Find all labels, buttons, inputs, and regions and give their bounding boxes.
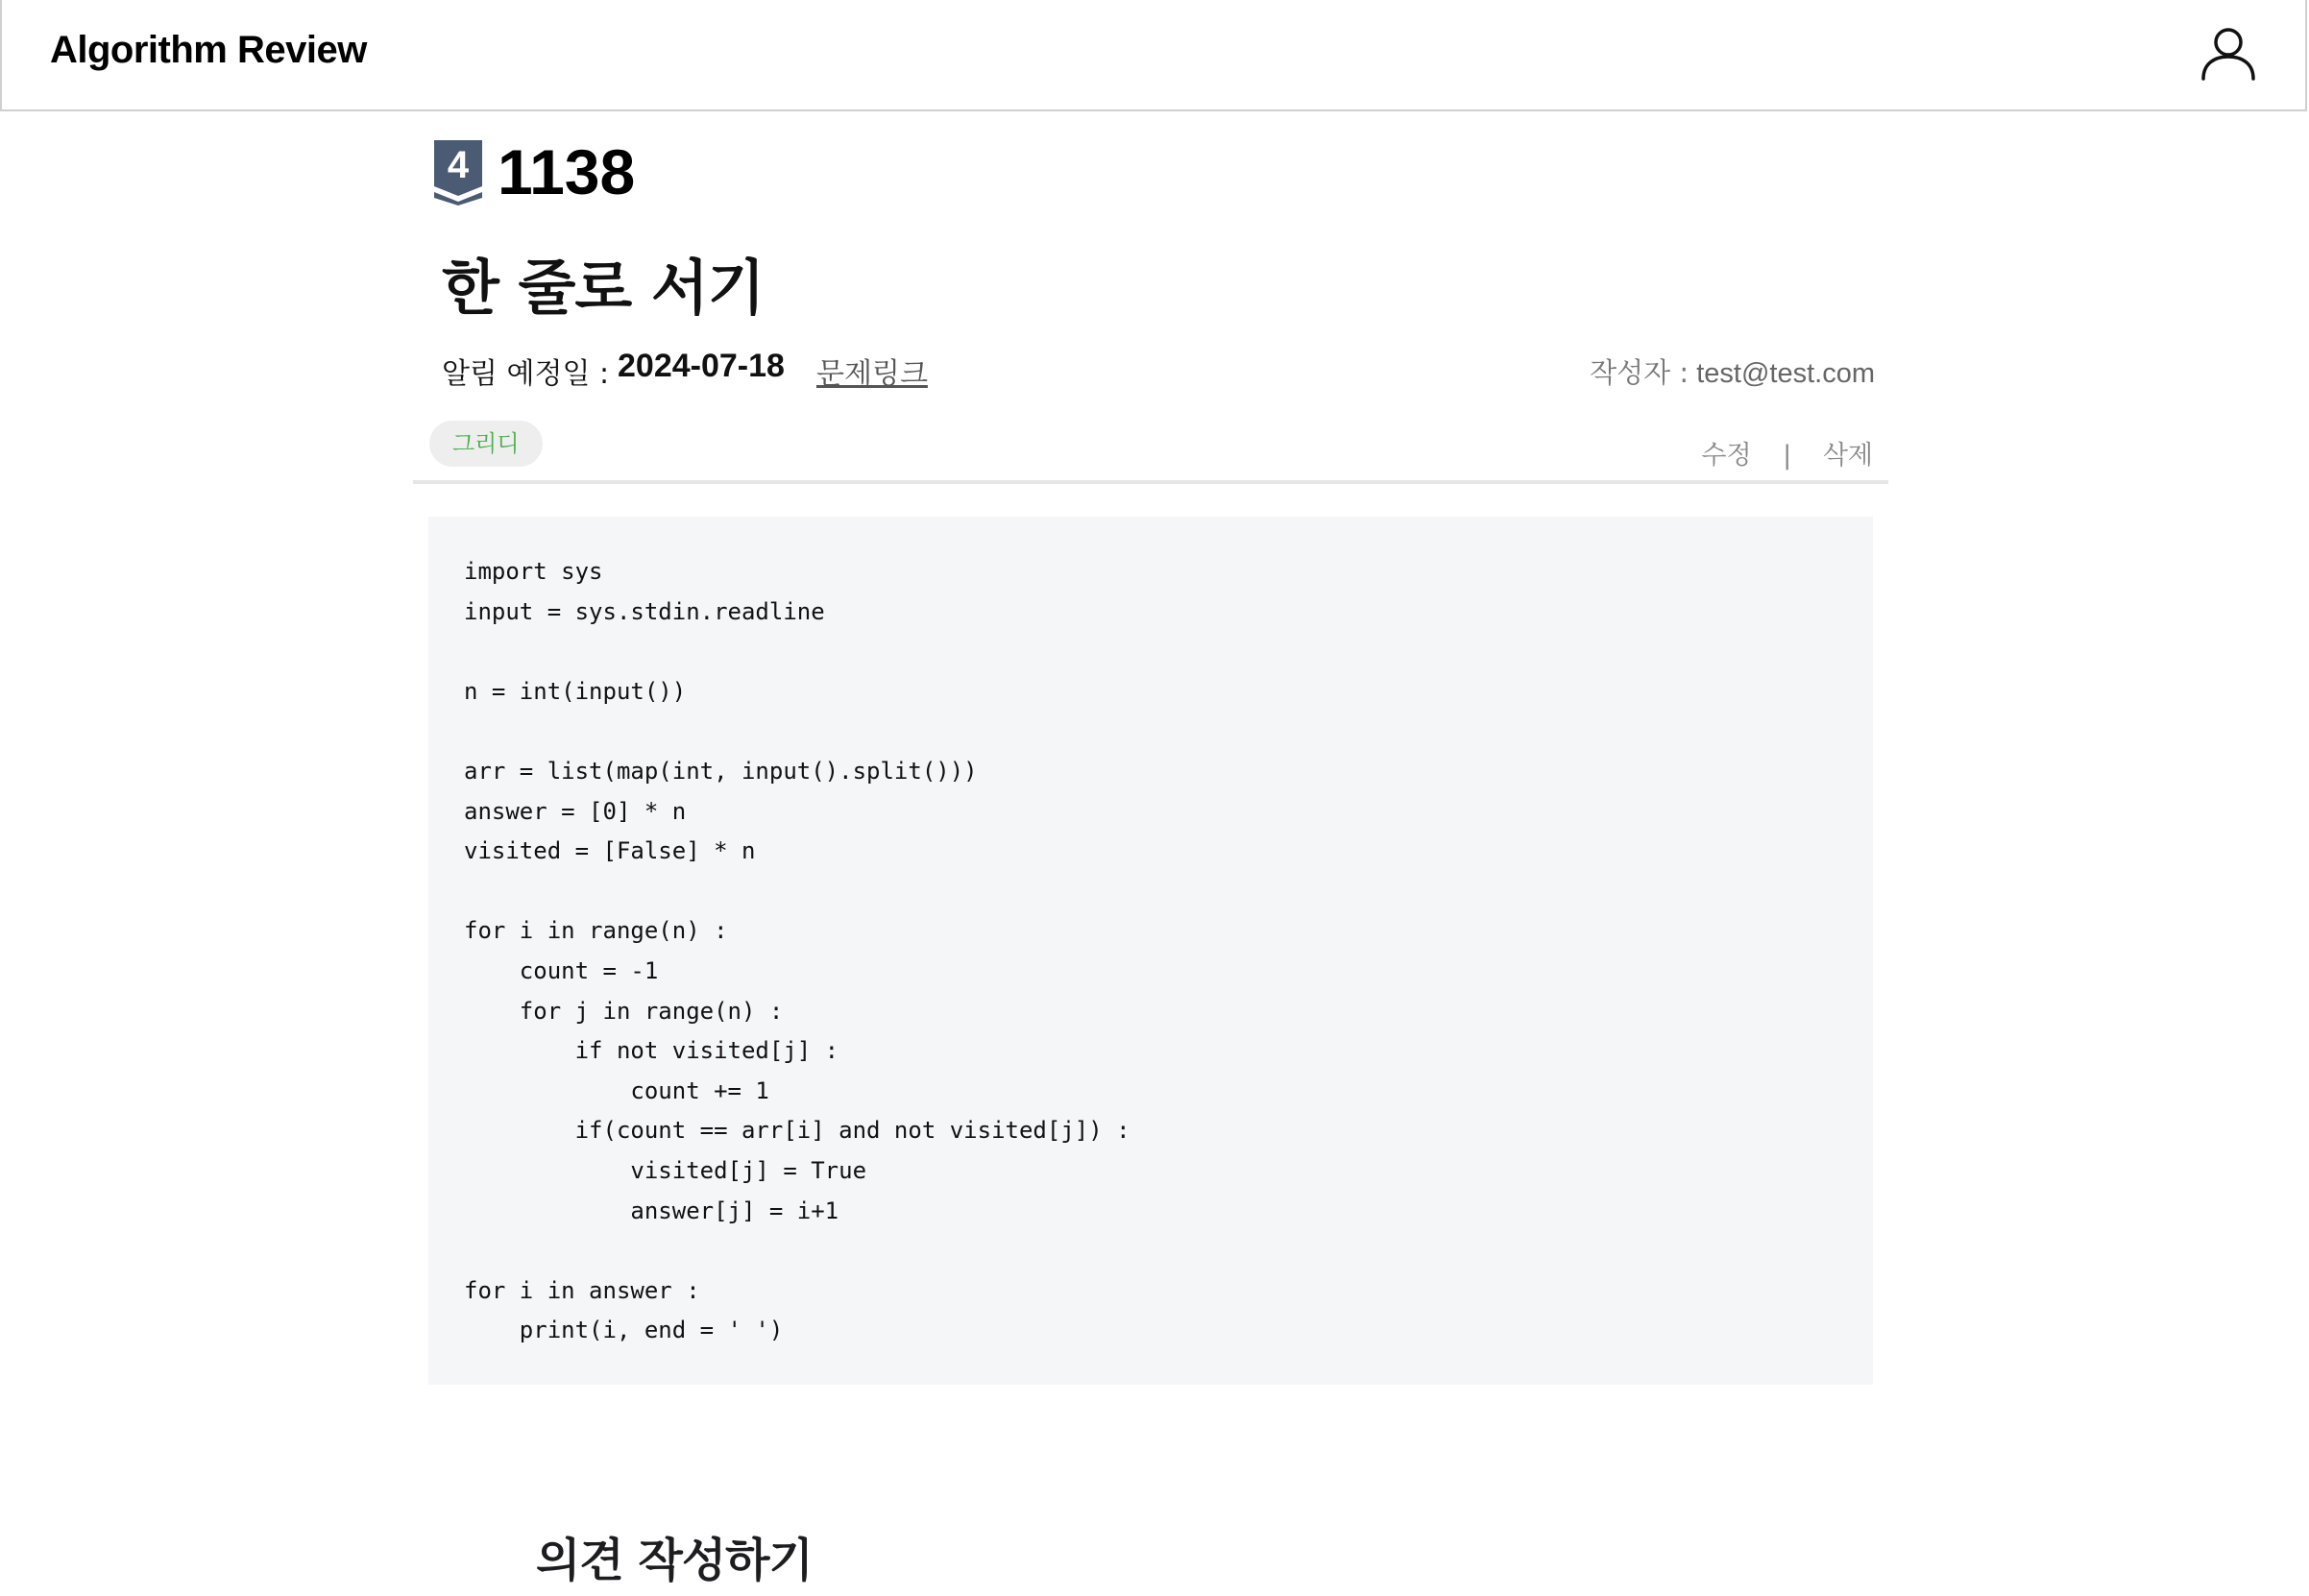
app-brand[interactable]: Algorithm Review xyxy=(50,29,367,71)
problem-header xyxy=(432,138,635,206)
post-actions xyxy=(1701,434,1873,472)
action-separator: | xyxy=(1783,441,1792,471)
author-label: 작성자 : xyxy=(1590,356,1689,389)
tag-action-row xyxy=(413,421,1888,484)
user-icon xyxy=(2198,23,2259,85)
tier-level: 4 xyxy=(447,144,470,186)
tier-badge-icon xyxy=(432,138,484,206)
problem-link[interactable]: 문제링크 xyxy=(816,357,928,391)
problem-title: 한 줄로 서기 xyxy=(442,253,765,323)
top-navbar xyxy=(0,0,2307,111)
profile-button[interactable] xyxy=(2198,23,2259,85)
tag-chip[interactable]: 그리디 xyxy=(429,421,543,467)
author-email: test@test.com xyxy=(1696,358,1875,389)
problem-meta xyxy=(442,346,1875,394)
delete-button[interactable]: 삭제 xyxy=(1822,441,1873,471)
alarm-date-value: 2024-07-18 xyxy=(618,348,785,384)
author-info xyxy=(1590,351,1875,391)
comment-section-title: 의견 작성하기 xyxy=(536,1534,813,1587)
code-block: import sys input = sys.stdin.readline n = int(input()) arr = list(map(int, input().split())) answer = [0] * n visited = [False] * n for i in range(n) : count = -1 for j in range(n) : if not visited[j] : count += 1 if(count == arr[i] and not visited[j]) : visited[j] = True answer[j] = i+1 for i in answer : print(i, end = ' ') xyxy=(428,517,1873,1385)
edit-button[interactable]: 수정 xyxy=(1701,441,1752,471)
alarm-date-label: 알림 예정일 : xyxy=(442,357,610,391)
problem-number: 1138 xyxy=(498,136,636,207)
